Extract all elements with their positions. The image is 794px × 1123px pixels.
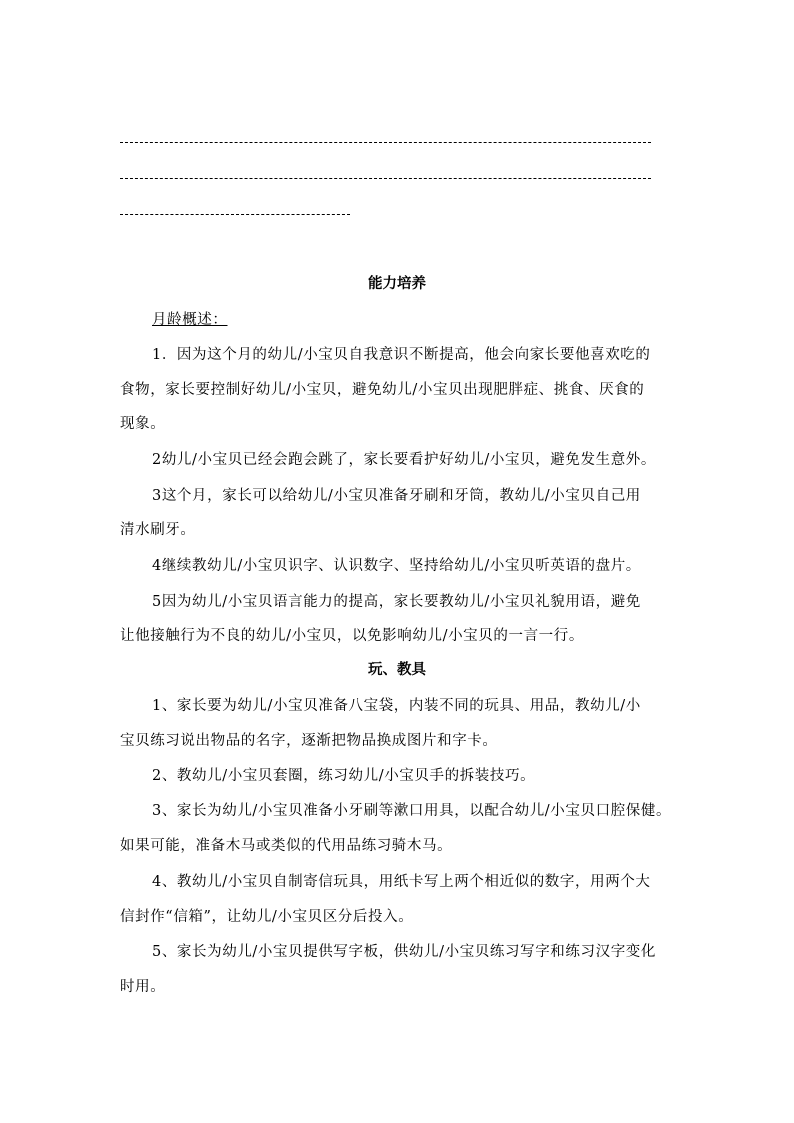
paragraph-line: 时用。 bbox=[120, 979, 166, 995]
section-title-toys: 玩、教具 bbox=[368, 661, 426, 678]
paragraph-line: 信封作“信箱”，让幼儿/小宝贝区分后投入。 bbox=[120, 909, 414, 925]
paragraph-line: 4继续教幼儿/小宝贝识字、认识数字、坚持给幼儿/小宝贝听英语的盘片。 bbox=[152, 558, 641, 574]
answer-line-3 bbox=[120, 214, 350, 215]
paragraph-line: 3这个月，家长可以给幼儿/小宝贝准备牙刷和牙筒，教幼儿/小宝贝自己用 bbox=[152, 488, 641, 504]
paragraph-line: 1、家长要为幼儿/小宝贝准备八宝袋，内装不同的玩具、用品，教幼儿/小 bbox=[152, 698, 641, 714]
paragraph-line: 5、家长为幼儿/小宝贝提供写字板，供幼儿/小宝贝练习写字和练习汉字变化 bbox=[152, 944, 656, 960]
answer-line-1 bbox=[120, 142, 651, 143]
paragraph-line: 3、家长为幼儿/小宝贝准备小牙刷等漱口用具，以配合幼儿/小宝贝口腔保健。 bbox=[152, 803, 672, 819]
paragraph-line: 清水刷牙。 bbox=[120, 522, 196, 538]
paragraph-line: 1．因为这个月的幼儿/小宝贝自我意识不断提高，他会向家长要他喜欢吃的 bbox=[152, 347, 651, 363]
paragraph-line: 2、教幼儿/小宝贝套圈，练习幼儿/小宝贝手的拆装技巧。 bbox=[152, 768, 536, 784]
paragraph-line: 让他接触行为不良的幼儿/小宝贝，以免影响幼儿/小宝贝的一言一行。 bbox=[120, 628, 584, 644]
paragraph-line: 如果可能，准备木马或类似的代用品练习骑木马。 bbox=[120, 838, 453, 854]
paragraph-line: 现象。 bbox=[120, 416, 166, 432]
answer-line-2 bbox=[120, 178, 651, 179]
paragraph-line: 5因为幼儿/小宝贝语言能力的提高，家长要教幼儿/小宝贝礼貌用语，避免 bbox=[152, 594, 641, 610]
section-title-ability: 能力培养 bbox=[368, 275, 426, 292]
paragraph-line: 宝贝练习说出物品的名字，逐渐把物品换成图片和字卡。 bbox=[120, 733, 498, 749]
paragraph-line: 食物，家长要控制好幼儿/小宝贝，避免幼儿/小宝贝出现肥胖症、挑食、厌食的 bbox=[120, 382, 645, 398]
paragraph-line: 4、教幼儿/小宝贝自制寄信玩具，用纸卡写上两个相近似的数字，用两个大 bbox=[152, 874, 651, 890]
section-subtitle-overview: 月龄概述： bbox=[152, 312, 228, 328]
paragraph-line: 2幼儿/小宝贝已经会跑会跳了，家长要看护好幼儿/小宝贝，避免发生意外。 bbox=[152, 452, 656, 468]
